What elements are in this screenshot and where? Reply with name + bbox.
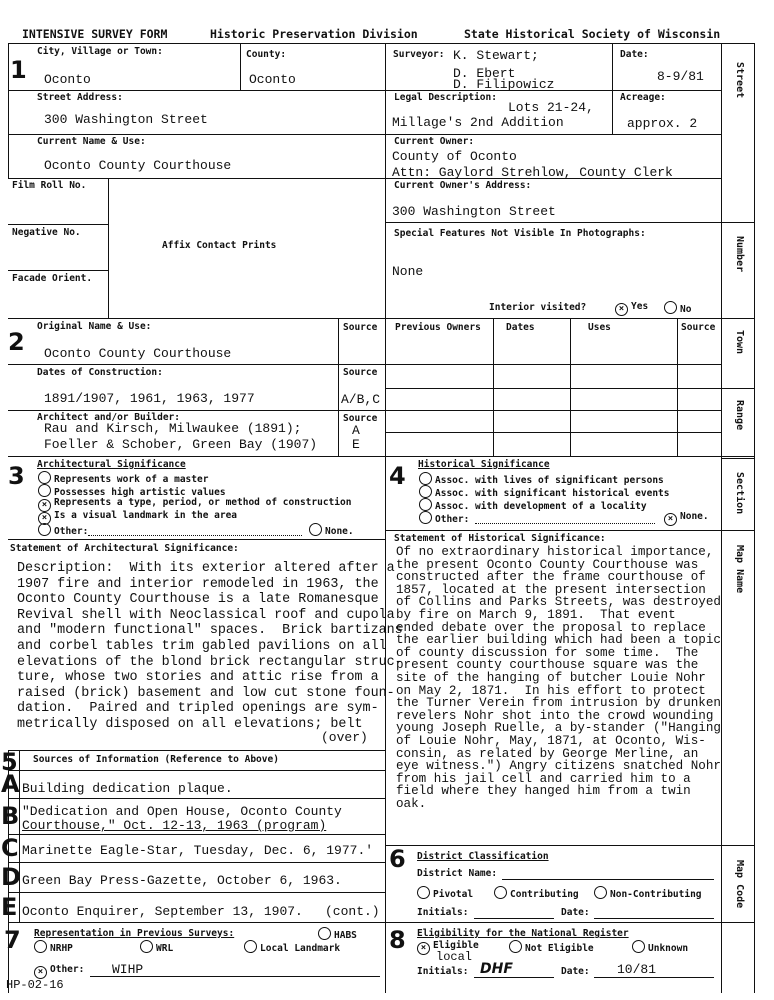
hist-line: of Louie Nohr, May, 1871, at Oconto, Wis-: [396, 733, 706, 748]
radio-icon: [244, 940, 257, 953]
original-name-value: Oconto County Courthouse: [44, 346, 232, 361]
hist-line: consin, as related by George Merline, an: [396, 746, 699, 761]
city-label: City, Village or Town:: [37, 46, 163, 57]
arch-check-landmark-label: Is a visual landmark in the area: [54, 510, 238, 521]
arch-line: and "modern functional" spaces. Brick bartizans: [17, 623, 403, 639]
surveyor-2: D. Ebert: [453, 66, 516, 81]
architect-value-1: Rau and Kirsch, Milwaukee (1891);: [44, 421, 302, 436]
arch-check-master-label: Represents work of a master: [54, 474, 209, 485]
eligibility-date-label: Date:: [561, 966, 590, 977]
survey-nrhp[interactable]: [34, 940, 73, 954]
sidebar-map-code: Map Code: [734, 860, 745, 909]
hist-check-locality-label: Assoc. with development of a locality: [435, 501, 647, 512]
district-initials-label: Initials:: [417, 907, 469, 918]
radio-icon: [494, 886, 507, 899]
date-value: 8-9/81: [657, 69, 704, 84]
surveyor-1: K. Stewart;: [453, 48, 539, 63]
source-letter-b: B: [1, 802, 20, 830]
hist-significance-title: Historical Significance: [418, 459, 550, 470]
street-value: 300 Washington Street: [44, 112, 208, 127]
arch-line: Revival shell with Neoclassical roof and cupola: [17, 607, 395, 623]
hist-line: present county courthouse square was the: [396, 658, 699, 673]
survey-nrhp-label: NRHP: [50, 943, 73, 954]
negative-label: Negative No.: [12, 227, 81, 238]
radio-icon: [419, 498, 432, 511]
dates-column-header: Dates: [506, 322, 535, 333]
source-label-1: Source: [343, 322, 378, 333]
checked-radio-icon: ×: [615, 303, 628, 316]
hist-line: constructed after the frame courthouse of: [396, 570, 706, 585]
hist-line: on May 2, 1871. In his effort to protect: [396, 683, 706, 698]
district-classification-title: District Classification: [417, 851, 549, 862]
radio-icon: [509, 940, 522, 953]
eligibility-title: Eligibility for the National Register: [417, 928, 629, 939]
owner-address-value: 300 Washington Street: [392, 204, 556, 219]
arch-check-none[interactable]: [309, 523, 354, 537]
sidebar-section: Section: [734, 472, 745, 515]
hist-line: of Collins and Parks Streets, was destroyed: [396, 595, 721, 610]
arch-check-other[interactable]: [38, 523, 88, 537]
survey-habs[interactable]: [318, 927, 357, 941]
survey-wrl-label: WRL: [156, 943, 174, 954]
checked-radio-icon: ×: [38, 499, 51, 512]
radio-icon: [632, 940, 645, 953]
sidebar-range: Range: [734, 400, 745, 431]
architect-label: Architect and/or Builder:: [37, 412, 180, 423]
interior-yes-label: Yes: [631, 301, 649, 312]
eligibility-initials-value: DHF: [480, 961, 513, 977]
checked-radio-icon: ×: [417, 942, 430, 955]
sidebar-town: Town: [734, 330, 745, 355]
hist-line: Of no extraordinary historical importance,: [396, 545, 714, 559]
owner-label: Current Owner:: [394, 136, 475, 147]
survey-other-label: Other:: [50, 964, 85, 975]
radio-icon: [664, 301, 677, 314]
interior-visited-label: Interior visited?: [489, 302, 587, 313]
hist-check-persons-label: Assoc. with lives of significant persons: [435, 475, 664, 486]
district-contributing[interactable]: [494, 886, 579, 900]
survey-other-value: WIHP: [112, 962, 144, 977]
arch-check-master[interactable]: [38, 471, 208, 485]
hist-check-events[interactable]: [419, 485, 670, 499]
hist-line: of county discussion for some time. The: [396, 645, 699, 660]
arch-line: Description: With its exterior altered after a: [17, 561, 395, 576]
radio-icon: [419, 485, 432, 498]
arch-other-label: Other:: [54, 526, 89, 537]
hist-line: by fire on March 9, 1891. That event: [396, 607, 676, 622]
hist-line: ended debate over the proposal to replace: [396, 620, 706, 635]
county-label: County:: [246, 49, 287, 60]
date-label: Date:: [620, 49, 649, 60]
hist-statement-text: [396, 546, 721, 810]
survey-local-label: Local Landmark: [260, 943, 341, 954]
hist-line: 1857, located at the present intersection: [396, 582, 706, 597]
source-d-text: Green Bay Press-Gazette, October 6, 1963.: [22, 873, 342, 888]
checked-radio-icon: ×: [664, 513, 677, 526]
checked-radio-icon: ×: [34, 966, 47, 979]
section-1-number: 1: [10, 56, 27, 84]
survey-wrl[interactable]: [140, 940, 173, 954]
current-name-label: Current Name & Use:: [37, 136, 146, 147]
radio-icon: [140, 940, 153, 953]
eligibility-local-note: local: [436, 950, 473, 964]
radio-icon: [34, 940, 47, 953]
radio-icon: [318, 927, 331, 940]
hist-line: site of the hanging of butcher Louie Nohr: [396, 670, 706, 685]
current-name-value: Oconto County Courthouse: [44, 158, 232, 173]
district-name-label: District Name:: [417, 868, 498, 879]
affix-prints-label: Affix Contact Prints: [162, 240, 277, 251]
hist-line: from his jail cell and carried him to a: [396, 771, 691, 786]
hist-line: the present Oconto County Courthouse was: [396, 557, 699, 572]
hist-check-none[interactable]: [664, 511, 709, 526]
acreage-label: Acreage:: [620, 92, 666, 103]
radio-icon: [38, 471, 51, 484]
source-cont-note: (cont.): [325, 904, 380, 919]
special-features-label: Special Features Not Visible In Photographs:: [394, 228, 646, 239]
district-noncontributing[interactable]: [594, 886, 702, 900]
eligibility-initials-label: Initials:: [417, 966, 469, 977]
section-2-number: 2: [8, 328, 25, 356]
arch-line: ture, whose two stories and attic rise from a: [17, 670, 379, 686]
arch-line: metrically disposed on all elevations; belt: [17, 716, 363, 732]
section-3-number: 3: [8, 462, 25, 490]
interior-no-option[interactable]: [664, 301, 691, 315]
surveyor-3: D. Filipowicz: [453, 77, 555, 92]
district-date-label: Date:: [561, 907, 590, 918]
sidebar-map-name: Map Name: [734, 545, 745, 594]
arch-line: raised (brick) basement and low cut stone foun-: [17, 685, 395, 701]
sidebar-street: Street: [734, 62, 745, 99]
arch-statement-text: [17, 561, 403, 733]
source-letter-e: E: [1, 893, 18, 921]
arch-line: dation. Paired and tripled openings are sym-: [17, 701, 379, 717]
source-a-text: Building dedication plaque.: [22, 781, 233, 796]
architect-source-2: E: [352, 437, 360, 452]
legal-value-2: Millage's 2nd Addition: [392, 115, 564, 130]
hist-line: the Turner Verein from intrusion by drunken: [396, 696, 721, 711]
source-letter-c: C: [1, 834, 19, 862]
hist-check-persons[interactable]: [419, 472, 664, 486]
original-name-label: Original Name & Use:: [37, 321, 152, 332]
radio-icon: [419, 511, 432, 524]
section-6-number: 6: [389, 845, 406, 873]
section-5-number: 5: [1, 748, 18, 776]
previous-owners-header: Previous Owners: [395, 322, 481, 333]
section-7-number: 7: [4, 926, 21, 954]
source-label-3: Source: [343, 413, 378, 424]
street-label: Street Address:: [37, 92, 123, 103]
section-8-number: 8: [389, 926, 406, 954]
hist-line: eye witness.") Angry citizens snatched Nohr: [396, 759, 721, 774]
survey-habs-label: HABS: [334, 930, 357, 941]
source-letter-d: D: [1, 863, 21, 891]
dates-source-value: A/B,C: [341, 392, 381, 407]
eligibility-unknown[interactable]: [632, 940, 688, 954]
interior-no-label: No: [680, 304, 692, 315]
film-roll-label: Film Roll No.: [12, 180, 87, 191]
architect-source-1: A: [352, 423, 360, 438]
eligibility-not-eligible[interactable]: [509, 940, 594, 954]
district-pivotal[interactable]: [417, 886, 473, 900]
hist-line: oak.: [396, 796, 427, 811]
eligibility-date-value: 10/81: [617, 962, 657, 977]
source-c-text: Marinette Eagle-Star, Tuesday, Dec. 6, 1977.': [22, 843, 374, 858]
owner-value-1: County of Oconto: [392, 149, 517, 164]
surveyor-label: Surveyor:: [393, 49, 445, 60]
radio-icon: [38, 523, 51, 536]
prev-surveys-title: Representation in Previous Surveys:: [34, 928, 235, 939]
hist-check-other[interactable]: [419, 511, 469, 525]
source-e-text: Oconto Enquirer, September 13, 1907.: [22, 904, 303, 919]
survey-other[interactable]: [34, 964, 84, 979]
sidebar-number: Number: [734, 236, 745, 273]
county-value: Oconto: [249, 72, 296, 87]
radio-icon: [309, 523, 322, 536]
source-b-text-2: Courthouse," Oct. 12-13, 1963 (program): [22, 818, 327, 833]
hist-line: young Joseph Ruelle, a by-stander ("Hanging: [396, 721, 721, 736]
arch-check-artistic[interactable]: [38, 484, 226, 498]
arch-line: Oconto County Courthouse is a late Romanesque: [17, 592, 379, 608]
facade-orient-label: Facade Orient.: [12, 273, 93, 284]
district-pivotal-label: Pivotal: [433, 889, 474, 900]
hist-line: the earlier building which had been a topic: [396, 633, 721, 648]
form-title: INTENSIVE SURVEY FORM: [22, 27, 168, 41]
hist-none-label: None.: [680, 511, 709, 522]
eligibility-unknown-label: Unknown: [648, 943, 689, 954]
architect-value-2: Foeller & Schober, Green Bay (1907): [44, 437, 318, 452]
radio-icon: [419, 472, 432, 485]
acreage-value: approx. 2: [627, 116, 698, 131]
source-b-text-1: "Dedication and Open House, Oconto County: [22, 804, 342, 819]
district-contributing-label: Contributing: [510, 889, 579, 900]
arch-line: elevations of the blond brick rectangular struc-: [17, 654, 403, 670]
legal-label: Legal Description:: [394, 92, 497, 103]
source-column-header: Source: [681, 322, 716, 333]
arch-check-type-label: Represents a type, period, or method of construction: [54, 497, 352, 508]
source-label-2: Source: [343, 367, 378, 378]
arch-over-note: (over): [321, 730, 368, 745]
form-number: HP-02-16: [6, 978, 64, 992]
hist-other-label: Other:: [435, 514, 470, 525]
arch-none-label: None.: [325, 526, 354, 537]
district-noncontributing-label: Non-Contributing: [610, 889, 702, 900]
radio-icon: [38, 484, 51, 497]
city-value: Oconto: [44, 72, 91, 87]
arch-line: and corbel tables trim gabled pavilions on all: [17, 638, 387, 654]
division-title: Historic Preservation Division: [210, 27, 418, 41]
hist-check-events-label: Assoc. with significant historical events: [435, 488, 670, 499]
survey-local[interactable]: [244, 940, 340, 954]
radio-icon: [594, 886, 607, 899]
society-title: State Historical Society of Wisconsin: [464, 27, 721, 41]
hist-check-locality[interactable]: [419, 498, 647, 512]
interior-yes-option[interactable]: [615, 301, 648, 316]
hist-line: field where they hanged him from a twin: [396, 784, 691, 799]
arch-statement-label: Statement of Architectural Significance:: [10, 543, 239, 554]
dates-construction-value: 1891/1907, 1961, 1963, 1977: [44, 391, 255, 406]
arch-check-artistic-label: Possesses high artistic values: [54, 487, 226, 498]
source-letter-a: A: [1, 770, 20, 798]
owner-value-2: Attn: Gaylord Strehlow, County Clerk: [392, 165, 673, 180]
legal-value-1: Lots 21-24,: [508, 100, 594, 115]
eligibility-not-eligible-label: Not Eligible: [525, 943, 594, 954]
dates-construction-label: Dates of Construction:: [37, 367, 163, 378]
sources-title: Sources of Information (Reference to Above): [33, 754, 279, 765]
special-features-value: None: [392, 264, 424, 279]
hist-statement-label: Statement of Historical Significance:: [394, 533, 606, 544]
arch-line: 1907 fire and interior remodeled in 1963, the: [17, 576, 379, 592]
section-4-number: 4: [389, 462, 406, 490]
arch-significance-title: Architectural Significance: [37, 459, 186, 470]
eligibility-eligible-label: Eligible: [433, 940, 479, 951]
checked-radio-icon: ×: [38, 512, 51, 525]
uses-column-header: Uses: [588, 322, 611, 333]
hist-line: revelers Nohr shot into the crowd wounding: [396, 708, 714, 723]
owner-address-label: Current Owner's Address:: [394, 180, 532, 191]
radio-icon: [417, 886, 430, 899]
